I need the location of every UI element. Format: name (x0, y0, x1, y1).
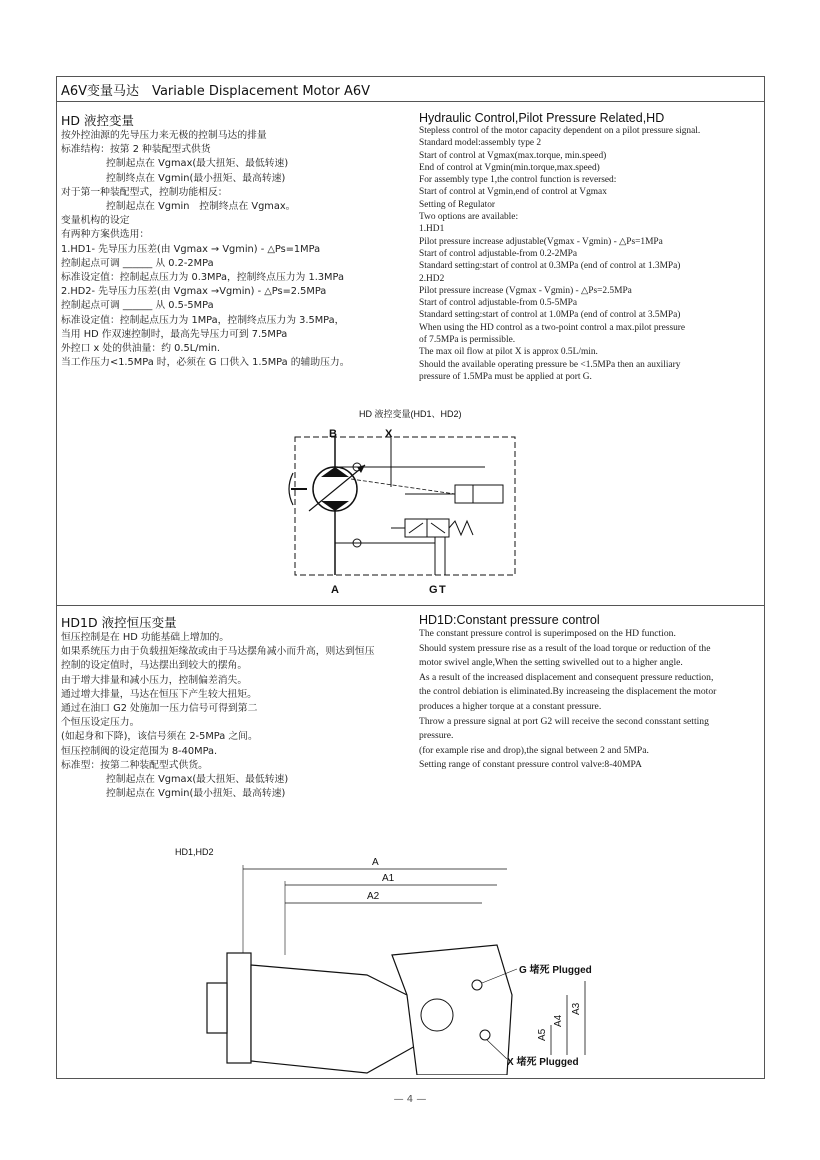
text-line: 通过在油口 G2 处施加一压力信号可得到第二 (61, 703, 258, 715)
text-line: For assembly type 1,the control function is reversed: (419, 175, 617, 186)
control-cylinder (455, 485, 503, 503)
hd-cn-text (61, 129, 350, 370)
text-line: Start of control adjustable-from 0.2-2MPa (419, 248, 578, 259)
text-line: Stepless control of the motor capacity dependent on a pilot pressure signal. (419, 126, 701, 136)
port-g-label: G (429, 584, 438, 596)
dim-a-label: A (372, 857, 379, 868)
text-line: Start of control adjustable-from 0.5-5MPa (419, 298, 578, 309)
page-number: — 4 — (393, 1094, 427, 1105)
text-line: Standard model:assembly type 2 (419, 138, 542, 149)
port-b-label: B (329, 428, 337, 440)
text-line: Setting range of constant pressure control valve:8-40MPA (419, 759, 642, 771)
port-t-label: T (439, 584, 446, 596)
text-line: (for example rise and drop),the signal between 2 and 5MPa. (419, 744, 649, 756)
dim-a5-label: A5 (537, 1028, 548, 1041)
text-line: 控制起点可调 ______ 从 0.2-2MPa (61, 257, 214, 269)
text-line: 控制起点在 Vgmax(最大扭矩、最低转速) (106, 774, 289, 786)
hd1d-cn-text (61, 631, 375, 801)
text-line: 恒压控制阀的设定范围为 8-40MPa. (61, 745, 218, 757)
hd1d-cn-column (61, 613, 375, 801)
text-line: 当用 HD 作双速控制时，最高先导压力可到 7.5MPa (61, 328, 288, 340)
text-line: pressure. (419, 730, 454, 742)
dim-a1-label: A1 (382, 873, 395, 884)
text-line: 2.HD2- 先导压力压差(由 Vgmax →Vgmin) - △Ps=2.5MPa (61, 286, 327, 298)
text-line: Standard setting:start of control at 0.3MPa (end of control at 1.3MPa) (419, 261, 681, 272)
hd-heading-en: Hydraulic Control,Pilot Pressure Related,HD (419, 111, 665, 125)
hd1d-heading-en: HD1D:Constant pressure control (419, 613, 600, 627)
hd1d-heading-cn: HD1D 液控恒压变量 (61, 615, 177, 630)
text-line: 2.HD2 (419, 273, 445, 284)
hd-en-text (419, 125, 700, 383)
text-line: 当工作压力<1.5MPa 时，必须在 G 口供入 1.5MPa 的辅助压力。 (61, 357, 350, 369)
drawing-label: HD1,HD2 (175, 847, 214, 857)
page-title: A6V变量马达 Variable Displacement Motor A6V (61, 84, 371, 99)
text-line: motor swivel angle,When the setting swivelled out to a higher angle. (419, 657, 683, 669)
hd1d-en-column (419, 613, 716, 773)
text-line: produces a higher torque at a constant pressure. (419, 700, 602, 712)
text-line: 对于第一种装配型式，控制功能相反： (61, 186, 228, 198)
text-line: 如果系统压力由于负载扭矩缘故或由于马达摆角减小而升高，则达到恒压 (61, 646, 375, 658)
text-line: Should the available operating pressure be <1.5MPa then an auxiliary (419, 359, 681, 370)
text-line: The max oil flow at pilot X is approx 0.5L/min. (419, 347, 598, 358)
motor-shaft (207, 983, 227, 1033)
hd-diagram-caption: HD 液控变量(HD1、HD2) (359, 409, 462, 419)
text-line: 变量机构的设定 (61, 215, 130, 227)
dim-a3-label: A3 (571, 1002, 582, 1015)
text-line: 控制起点在 Vgmin(最小扭矩、最高转速) (106, 788, 286, 800)
section-divider (57, 605, 764, 606)
text-line: 控制起点在 Vgmax(最大扭矩、最低转速) (106, 158, 289, 170)
text-line: 标准设定值：控制起点压力为 0.3MPa，控制终点压力为 1.3MPa (61, 272, 344, 284)
text-line: As a result of the increased displacement and consequent pressure reduction, (419, 671, 714, 683)
text-line: 恒压控制是在 HD 功能基础上增加的。 (61, 632, 230, 643)
motor-housing (251, 965, 417, 1073)
hd-schematic (285, 407, 545, 597)
text-line: Pilot pressure increase (Vgmax - Vgmin) - △Ps=2.5MPa (419, 285, 632, 296)
valve-spring (449, 521, 473, 535)
text-line: 标准型：按第二种装配型式供货。 (61, 759, 208, 771)
text-line: (如起身和下降)，该信号须在 2-5MPa 之间。 (61, 731, 258, 743)
title-row (57, 77, 764, 102)
text-line: Two options are available: (419, 212, 519, 223)
text-line: Start of control at Vgmax(max.torque, min.speed) (419, 150, 607, 161)
plug-x-label: X 堵死 Plugged (507, 1057, 579, 1068)
text-line: the control debiation is eliminated.By increaseing the displacement the motor (419, 686, 717, 698)
text-line: 有两种方案供选用： (61, 229, 150, 241)
text-line: Setting of Regulator (419, 199, 496, 210)
text-line: 标准设定值：控制起点压力为 1MPa，控制终点压力为 3.5MPa， (61, 314, 345, 326)
text-line: Pilot pressure increase adjustable(Vgmax - Vgmin) - △Ps=1MPa (419, 236, 663, 247)
feedback-line (351, 479, 455, 494)
text-line: 控制起点可调 ______ 从 0.5-5MPa (61, 300, 214, 312)
hd1d-en-text (419, 627, 716, 773)
text-line: 控制终点在 Vgmin(最小扭矩、最高转速) (106, 172, 286, 184)
text-line: pressure of 1.5MPa must be applied at port G. (419, 371, 592, 382)
hd-heading-cn: HD 液控变量 (61, 113, 134, 128)
text-line: 1.HD1 (419, 224, 445, 235)
text-line: Start of control at Vgmin,end of control at Vgmax (419, 187, 607, 198)
hd-cn-column (61, 111, 350, 370)
text-line: 按外控油源的先导压力来无极的控制马达的排量 (61, 130, 267, 141)
plug-g-label: G 堵死 Plugged (519, 965, 592, 976)
text-line: 外控口 x 处的供油量：约 0.5L/min. (61, 343, 221, 355)
text-line: 个恒压设定压力。 (61, 717, 140, 729)
text-line: The constant pressure control is superimposed on the HD function. (419, 628, 676, 639)
text-line: 控制的设定值时，马达摆出到较大的摆角。 (61, 660, 248, 672)
text-line: End of control at Vgmin(min.torque,max.speed) (419, 162, 600, 173)
text-line: Throw a pressure signal at port G2 will receive the second consstant setting (419, 715, 709, 727)
dim-a2-label: A2 (367, 891, 380, 902)
dim-a4-label: A4 (553, 1014, 564, 1027)
motor-dimension-drawing (167, 845, 647, 1075)
page-frame (56, 76, 765, 1079)
text-line: 通过增大排量，马达在恒压下产生较大扭矩。 (61, 688, 257, 700)
text-line: 标准结构：按第 2 种装配型式供货 (61, 144, 211, 156)
hd-en-column (419, 111, 700, 383)
text-line: of 7.5MPa is permissible. (419, 335, 516, 346)
port-x-label: X (385, 428, 393, 440)
text-line: Standard setting:start of control at 1.0MPa (end of control at 3.5MPa) (419, 310, 681, 321)
text-line: Should system pressure rise as a result of the load torque or reduction of the (419, 642, 711, 654)
text-line: 控制起点在 Vgmin 控制终点在 Vgmax。 (106, 201, 296, 213)
motor-flange (227, 953, 251, 1063)
text-line: 1.HD1- 先导压力压差(由 Vgmax → Vgmin) - △Ps=1MPa (61, 243, 321, 255)
port-a-label: A (331, 584, 339, 596)
text-line: When using the HD control as a two-point control a max.pilot pressure (419, 322, 686, 333)
text-line: 由于增大排量和减小压力，控制偏差消失。 (61, 674, 248, 686)
